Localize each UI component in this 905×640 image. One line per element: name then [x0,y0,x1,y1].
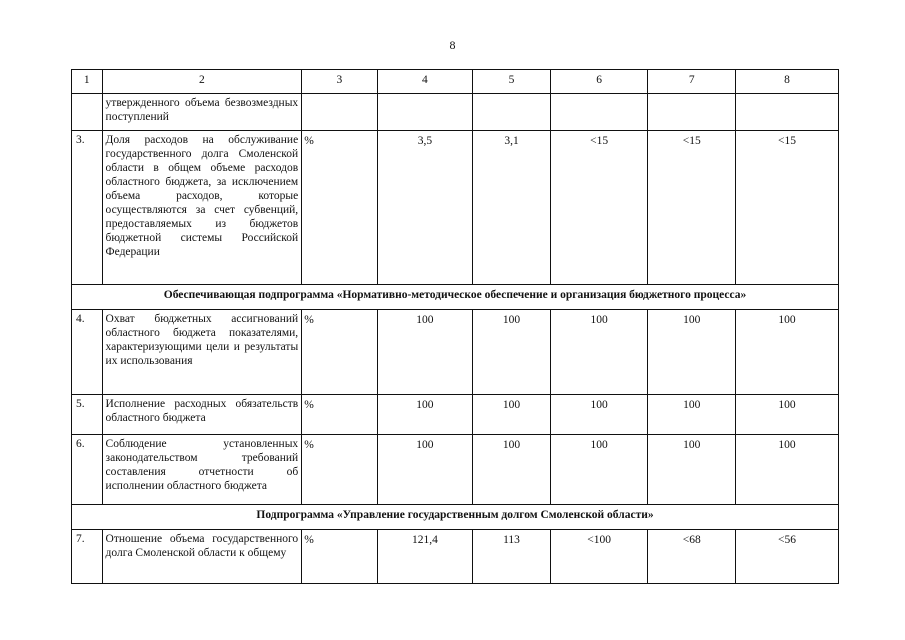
row-value: 113 [473,530,550,584]
header-cell: 3 [302,70,377,94]
row-unit [302,94,377,131]
row-value: 100 [550,395,648,435]
row-value: 100 [377,310,473,395]
row-description: Доля расходов на обслуживание государственного долга Смоленской области в общем объеме расходов областного бюджета, за исключением объема расходов, которые осуществляются за счет субвенций, предоставляемых из бюджетов бюджетной системы Российской Федерации [102,131,302,285]
row-number: 7. [72,530,103,584]
row-value: 100 [473,310,550,395]
row-value: 100 [550,310,648,395]
row-value: 100 [736,435,839,505]
table-row [72,435,839,505]
section-title: Подпрограмма «Управление государственным долгом Смоленской области» [72,505,839,530]
row-value: 100 [648,395,736,435]
row-value: 3,1 [473,131,550,285]
row-value: 100 [377,395,473,435]
row-value [550,94,648,131]
row-unit: % [302,131,377,285]
row-value [648,94,736,131]
row-number: 4. [72,310,103,395]
table-row [72,131,839,285]
table-row [72,94,839,131]
header-cell: 8 [736,70,839,94]
row-value [736,94,839,131]
row-value: <15 [648,131,736,285]
row-value: <15 [550,131,648,285]
header-cell: 1 [72,70,103,94]
section-row [72,285,839,310]
header-cell: 7 [648,70,736,94]
row-value: <68 [648,530,736,584]
row-value: 100 [736,310,839,395]
row-value: <100 [550,530,648,584]
row-value [473,94,550,131]
row-unit: % [302,310,377,395]
row-description: Отношение объема государственного долга Смоленской области к общему [102,530,302,584]
section-title: Обеспечивающая подпрограмма «Нормативно-методическое обеспечение и организация бюджетного процесса» [72,285,839,310]
table-row [72,530,839,584]
indicators-table [71,69,839,584]
row-number: 3. [72,131,103,285]
row-description: Охват бюджетных ассигнований областного бюджета показателями, характеризующими цели и результаты их использования [102,310,302,395]
section-row [72,505,839,530]
row-value: 121,4 [377,530,473,584]
row-description: Соблюдение установленных законодательством требований составления отчетности об исполнении областного бюджета [102,435,302,505]
table-row [72,395,839,435]
row-value: 3,5 [377,131,473,285]
row-description: Исполнение расходных обязательств областного бюджета [102,395,302,435]
row-unit: % [302,435,377,505]
row-value: 100 [550,435,648,505]
header-cell: 5 [473,70,550,94]
row-value: 100 [736,395,839,435]
row-value: <15 [736,131,839,285]
table-row [72,310,839,395]
row-number: 6. [72,435,103,505]
row-value: 100 [377,435,473,505]
row-unit: % [302,395,377,435]
header-cell: 6 [550,70,648,94]
header-cell: 4 [377,70,473,94]
row-description: утвержденного объема безвозмездных поступлений [102,94,302,131]
row-value: 100 [473,395,550,435]
row-value: <56 [736,530,839,584]
row-value: 100 [648,310,736,395]
row-number [72,94,103,131]
row-value: 100 [648,435,736,505]
page-number: 8 [449,38,456,52]
row-unit: % [302,530,377,584]
header-cell: 2 [102,70,302,94]
row-number: 5. [72,395,103,435]
table-header-row [72,70,839,94]
row-value: 100 [473,435,550,505]
row-value [377,94,473,131]
